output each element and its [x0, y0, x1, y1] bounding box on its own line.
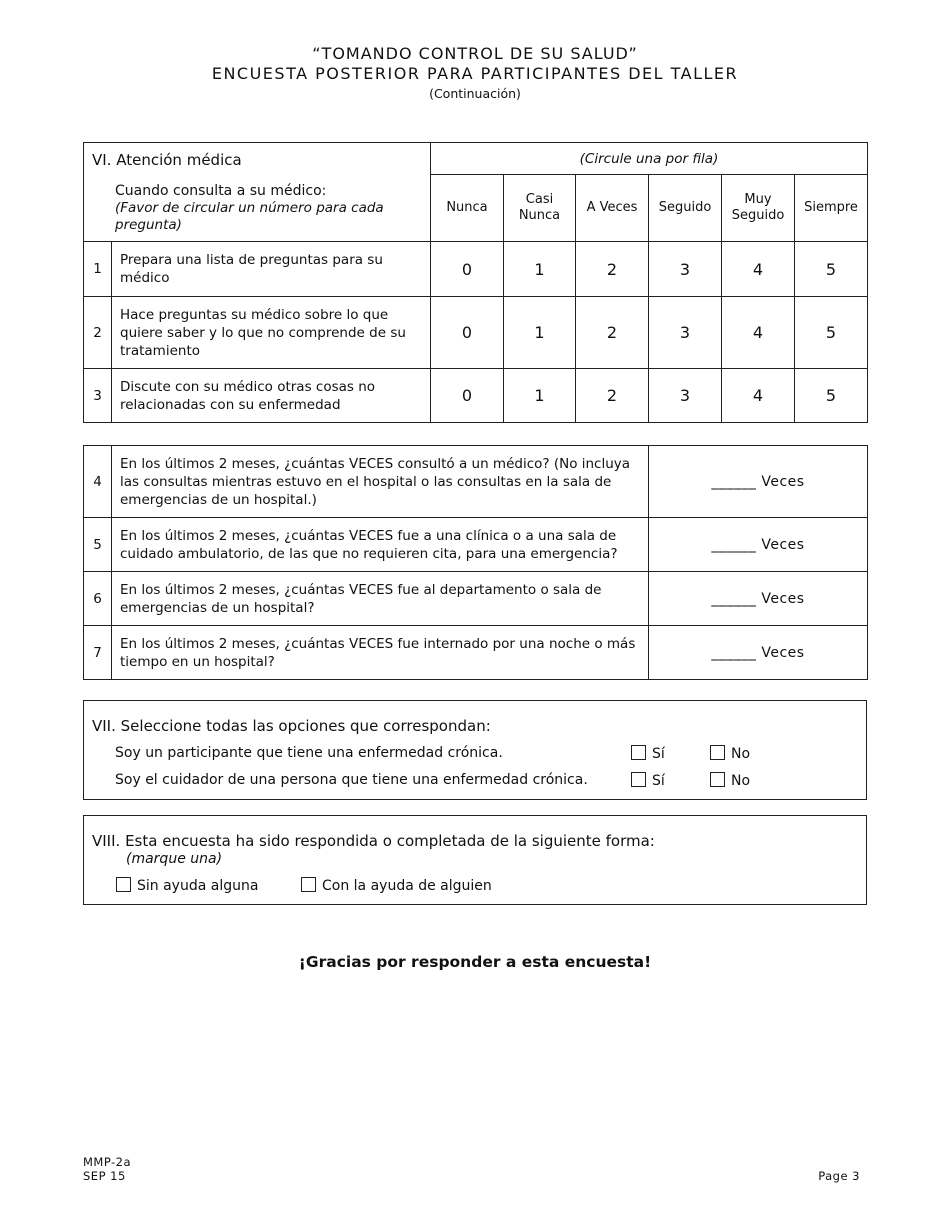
checkbox-icon[interactable] [631, 745, 646, 760]
question-row-6 [84, 572, 868, 626]
form-code: MMP-2a [83, 1155, 132, 1169]
rating-option-5[interactable]: 5 [795, 242, 868, 297]
rating-option-4[interactable]: 4 [722, 369, 795, 423]
yes-label: Sí [652, 773, 665, 789]
form-date: SEP 15 [83, 1169, 126, 1183]
checkbox-icon[interactable] [301, 877, 316, 892]
question-text: Prepara una lista de preguntas para su médico [112, 242, 431, 297]
rating-option-4[interactable]: 4 [722, 242, 795, 297]
rating-option-1[interactable]: 1 [504, 242, 576, 297]
rating-option-1[interactable]: 1 [504, 369, 576, 423]
question-text: En los últimos 2 meses, ¿cuántas VECES consultó a un médico? (No incluya las consultas mientras estuvo en el hospital o las consultas en la sala de emergencias de un hospital.) [112, 446, 649, 518]
checkbox-icon[interactable] [116, 877, 131, 892]
section-viii-box [83, 815, 867, 905]
column-header-casi-nunca-label: Casi Nunca [518, 192, 561, 223]
column-header-muy-seguido [722, 175, 795, 242]
question-row-5 [84, 518, 868, 572]
rating-option-0[interactable]: 0 [431, 242, 504, 297]
rating-option-1[interactable]: 1 [504, 297, 576, 369]
option-1-yes[interactable] [631, 745, 665, 762]
column-header-muy-seguido-label: Muy Seguido [731, 192, 785, 223]
question-number: 3 [84, 369, 112, 423]
times-answer-field[interactable]: ______ Veces [649, 626, 868, 680]
completion-option-2[interactable] [301, 877, 492, 894]
document-header [0, 44, 950, 102]
checkbox-icon[interactable] [710, 772, 725, 787]
document-title: “TOMANDO CONTROL DE SU SALUD” [312, 44, 638, 63]
column-header-siempre: Siempre [795, 175, 868, 242]
rating-option-0[interactable]: 0 [431, 369, 504, 423]
question-text: En los últimos 2 meses, ¿cuántas VECES fue internado por una noche o más tiempo en un hospital? [112, 626, 649, 680]
rating-option-3[interactable]: 3 [649, 297, 722, 369]
section-vi-intro: Cuando consulta a su médico: [115, 183, 327, 199]
question-number: 1 [84, 242, 112, 297]
checkbox-icon[interactable] [631, 772, 646, 787]
completion-option-label: Con la ayuda de alguien [322, 878, 492, 894]
rating-option-5[interactable]: 5 [795, 369, 868, 423]
circle-instruction: (Circule una por fila) [431, 143, 868, 175]
section-vi-note: (Favor de circular un número para cada pregunta) [115, 200, 384, 233]
option-2-no[interactable] [710, 772, 750, 789]
question-text: En los últimos 2 meses, ¿cuántas VECES fue al departamento o sala de emergencias de un hospital? [112, 572, 649, 626]
column-header-casi-nunca [504, 175, 576, 242]
section-vii-box [83, 700, 867, 800]
section-viii-note: (marque una) [126, 851, 223, 867]
question-number: 7 [84, 626, 112, 680]
section-vii-option-1-label: Soy un participante que tiene una enfermedad crónica. [115, 745, 503, 761]
rating-option-0[interactable]: 0 [431, 297, 504, 369]
rating-option-3[interactable]: 3 [649, 242, 722, 297]
question-text: Hace preguntas su médico sobre lo que quiere saber y lo que no comprende de su tratamiento [112, 297, 431, 369]
no-label: No [731, 746, 751, 762]
times-answer-field[interactable]: ______ Veces [649, 572, 868, 626]
no-label: No [731, 773, 751, 789]
completion-option-1[interactable] [116, 877, 258, 894]
section-vi-title: VI. Atención médica [92, 151, 242, 169]
question-row-1 [84, 242, 868, 297]
section-vi-header [84, 143, 431, 242]
checkbox-icon[interactable] [710, 745, 725, 760]
page-number: Page 3 [818, 1169, 860, 1183]
rating-option-2[interactable]: 2 [576, 369, 649, 423]
continuation-label: (Continuación) [429, 86, 521, 101]
column-header-nunca: Nunca [431, 175, 504, 242]
question-text: Discute con su médico otras cosas no relacionadas con su enfermedad [112, 369, 431, 423]
option-2-yes[interactable] [631, 772, 665, 789]
column-header-a-veces: A Veces [576, 175, 649, 242]
document-subtitle: ENCUESTA POSTERIOR PARA PARTICIPANTES DEL TALLER [211, 64, 739, 83]
rating-option-2[interactable]: 2 [576, 242, 649, 297]
footer-left [83, 1155, 131, 1183]
question-row-7 [84, 626, 868, 680]
rating-option-2[interactable]: 2 [576, 297, 649, 369]
option-1-no[interactable] [710, 745, 750, 762]
question-row-4 [84, 446, 868, 518]
question-number: 6 [84, 572, 112, 626]
completion-option-label: Sin ayuda alguna [137, 878, 259, 894]
question-number: 2 [84, 297, 112, 369]
section-vii-option-2-label: Soy el cuidador de una persona que tiene una enfermedad crónica. [115, 772, 588, 788]
column-header-seguido: Seguido [649, 175, 722, 242]
question-number: 4 [84, 446, 112, 518]
section-vi-table [83, 142, 868, 423]
visits-table [83, 445, 868, 680]
question-row-2 [84, 297, 868, 369]
thank-you-message: ¡Gracias por responder a esta encuesta! [298, 953, 652, 971]
rating-option-3[interactable]: 3 [649, 369, 722, 423]
section-viii-title: VIII. Esta encuesta ha sido respondida o completada de la siguiente forma: [92, 832, 655, 850]
yes-label: Sí [652, 746, 665, 762]
rating-option-4[interactable]: 4 [722, 297, 795, 369]
question-number: 5 [84, 518, 112, 572]
rating-option-5[interactable]: 5 [795, 297, 868, 369]
section-vii-title: VII. Seleccione todas las opciones que correspondan: [92, 717, 491, 735]
times-answer-field[interactable]: ______ Veces [649, 446, 868, 518]
question-row-3 [84, 369, 868, 423]
question-text: En los últimos 2 meses, ¿cuántas VECES fue a una clínica o a una sala de cuidado ambulatorio, de las que no requieren cita, para una emergencia? [112, 518, 649, 572]
times-answer-field[interactable]: ______ Veces [649, 518, 868, 572]
